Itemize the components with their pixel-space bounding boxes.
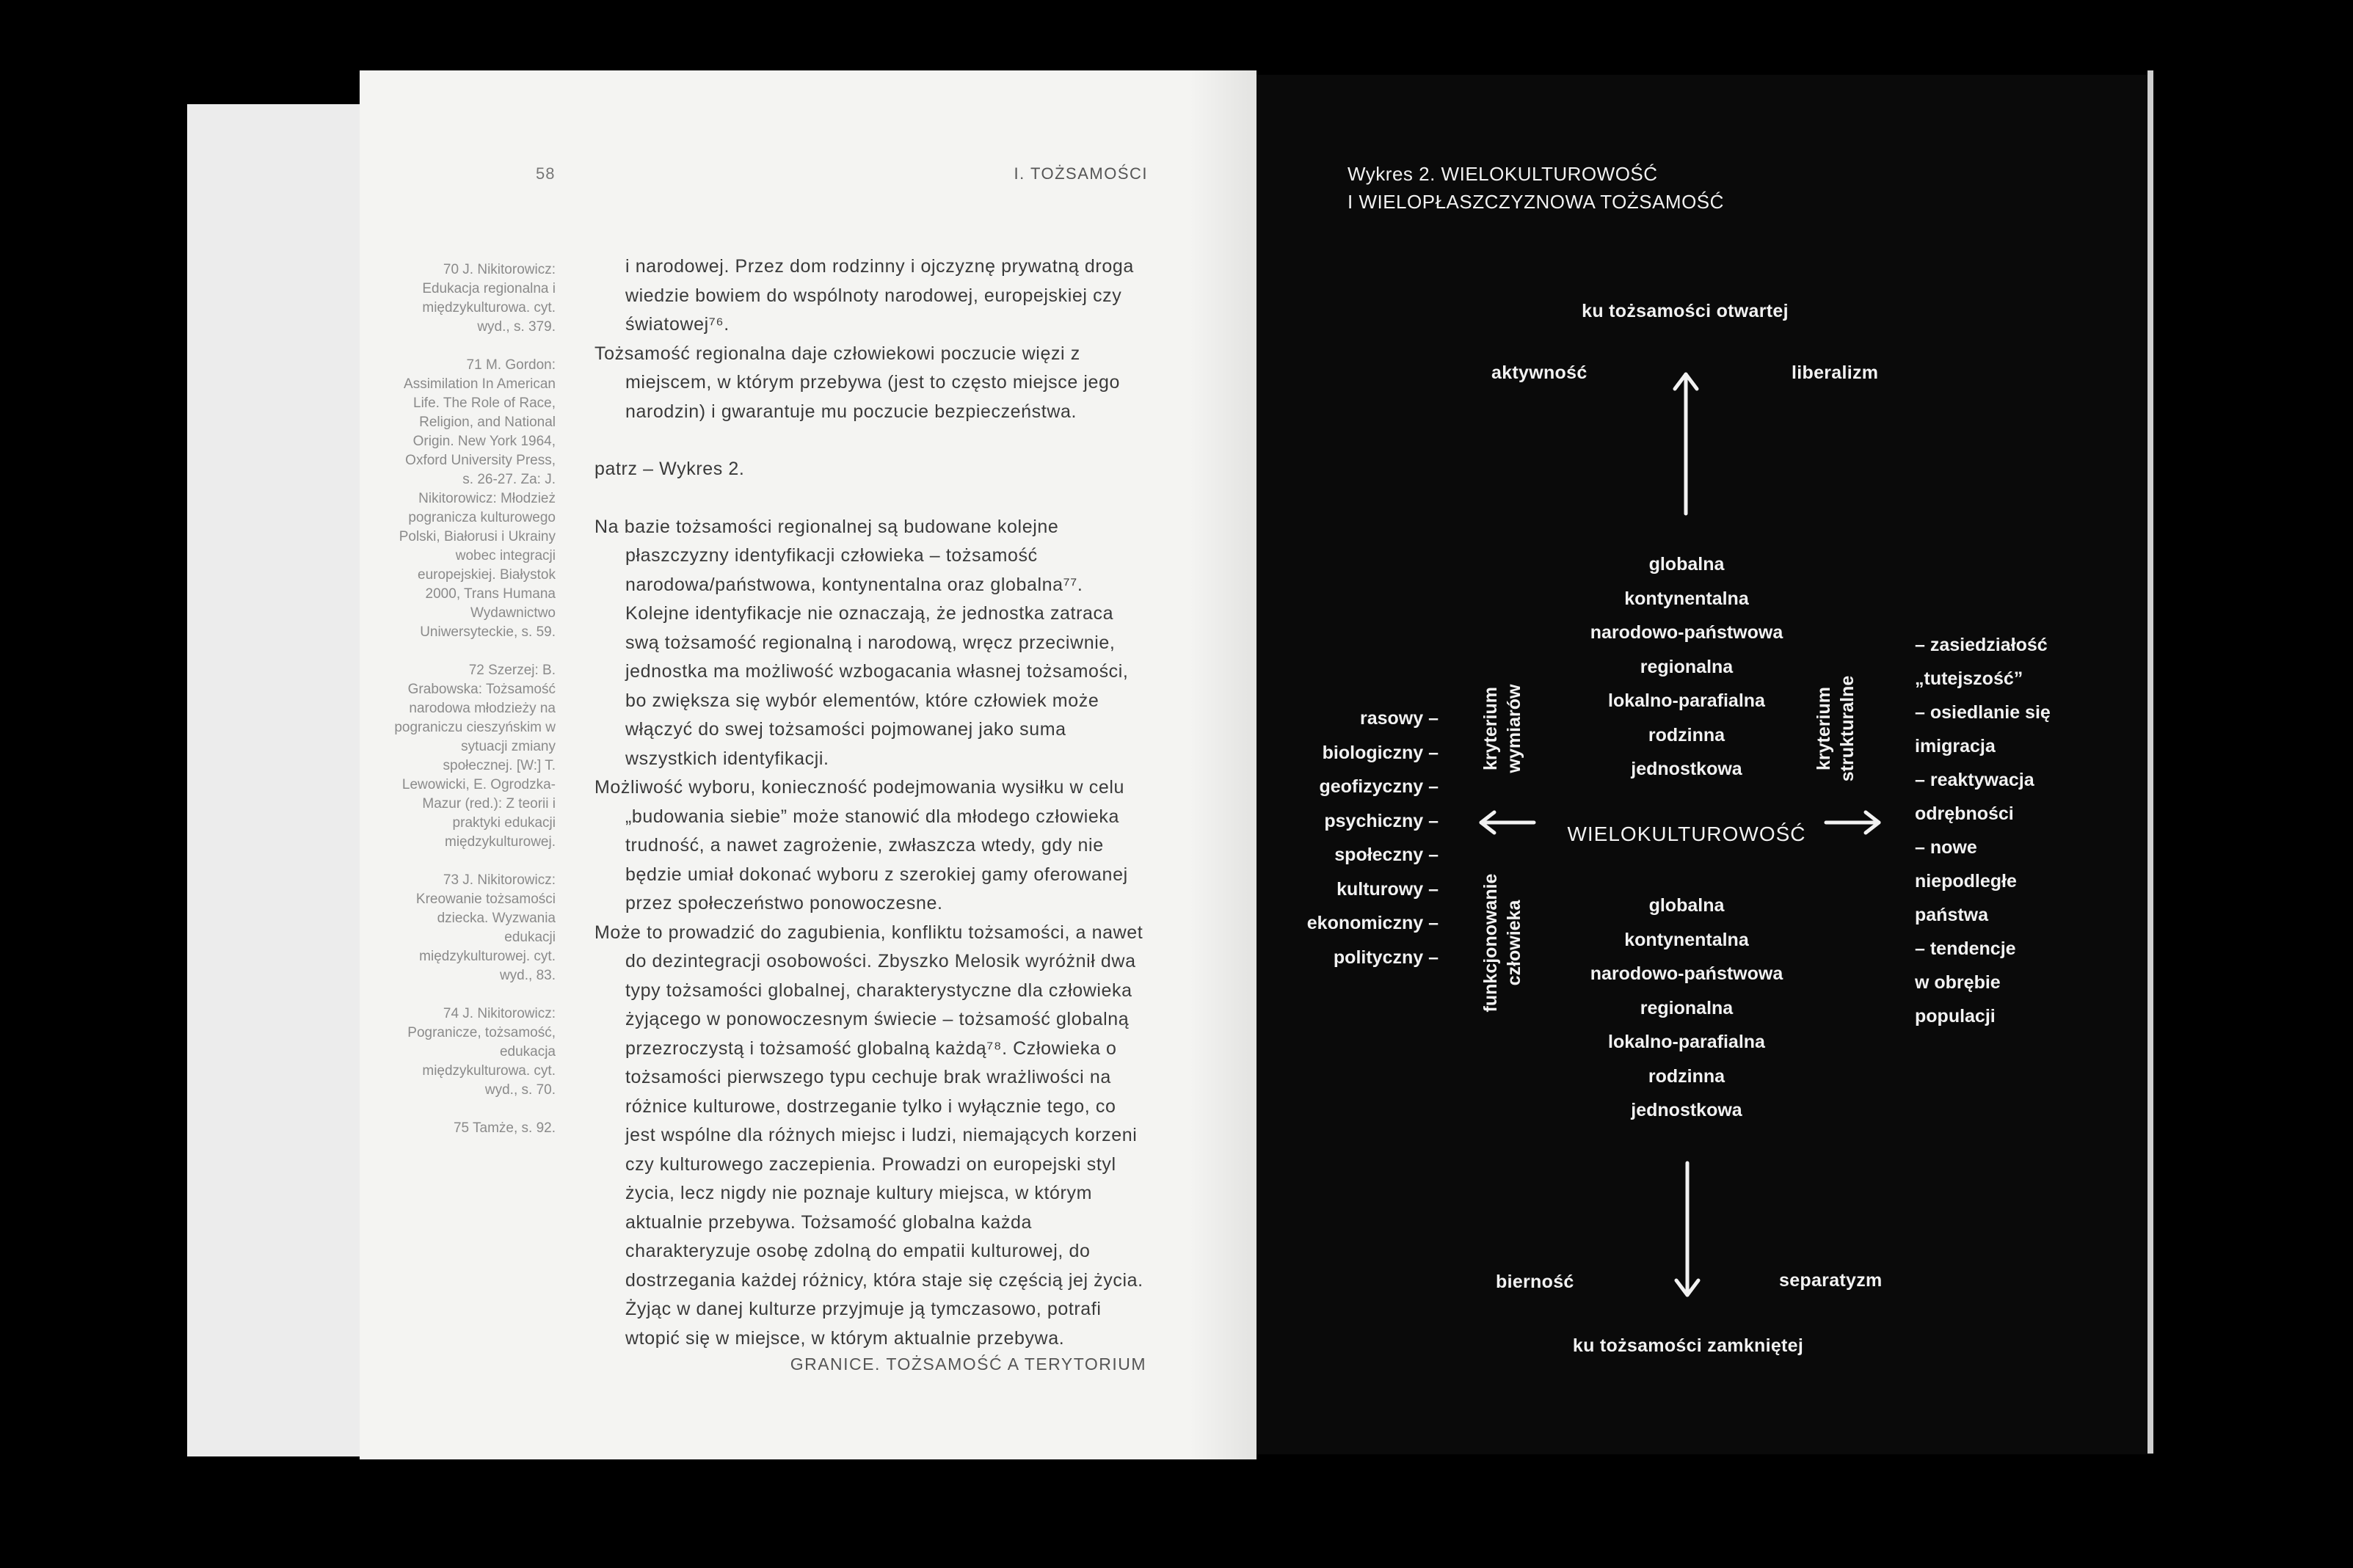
level-item: rodzinna	[1648, 1065, 1725, 1087]
bottom-left-label: bierność	[1496, 1272, 1574, 1292]
structure-item: niepodległe	[1915, 871, 2017, 891]
top-right-label: liberalizm	[1792, 362, 1879, 383]
vertical-label-line: człowieka	[1504, 900, 1524, 986]
paragraph: i narodowej. Przez dom rodzinny i ojczyznę prywatną droga wiedzie bowiem do wspólnoty narodowej, europejskiej czy światowej⁷⁶.	[625, 256, 1134, 335]
level-item: lokalno-parafialna	[1608, 690, 1765, 711]
vertical-label-line: funkcjonowanie	[1480, 873, 1501, 1013]
level-item: kontynentalna	[1624, 929, 1749, 950]
structure-item: imigracja	[1915, 736, 1996, 756]
dimension-item: rasowy –	[1359, 708, 1439, 729]
vertical-label-line: kryterium	[1814, 687, 1834, 770]
vertical-label-line: kryterium	[1480, 687, 1501, 770]
paragraph: Możliwość wyboru, konieczność podejmowania wysiłku w celu „budowania siebie” może stanowić dla młodego człowieka trudność, a nawet zagrożenie, zwłaszcza wtedy, gdy nie będzie umiał dokonać wyboru z szerokiej gamy oferowanej przez społeczeństwo ponowoczesne.	[594, 777, 1128, 914]
dimension-item: biologiczny –	[1322, 742, 1439, 763]
level-item: globalna	[1648, 895, 1725, 916]
footnote: 74 J. Nikitorowicz: Pogranicze, tożsamość, edukacja międzykulturowa. cyt. wyd., s. 70.	[407, 1006, 556, 1098]
chart-reference: patrz – Wykres 2.	[594, 459, 745, 479]
dimension-item: geofizyczny –	[1319, 776, 1439, 797]
level-item: jednostkowa	[1631, 759, 1742, 779]
vertical-label-line: strukturalne	[1837, 675, 1858, 782]
footnote: 71 M. Gordon: Assimilation In American Life. The Role of Race, Religion, and National Origin. New York 1964, Oxford University Press, s. 26-27. Za: J. Nikitorowicz: Młodzież pogranicza kulturowego Polski, Białorusi i Ukrainy wobec integracji europejskiej. Białystok 2000, Trans Humana Wydawnictwo Uniwersyteckie, s. 59.	[399, 357, 556, 640]
structure-item: – reaktywacja	[1915, 770, 2034, 790]
footnote: 73 J. Nikitorowicz: Kreowanie tożsamości dziecka. Wyzwania edukacji międzykulturowej. cyt. wyd., 83.	[415, 872, 556, 983]
structure-item: państwa	[1915, 905, 1989, 925]
chart-title-line-2: I WIELOPŁASZCZYZNOWA TOŻSAMOŚĆ	[1348, 191, 1724, 213]
dimension-item: kulturowy –	[1336, 878, 1439, 900]
footnote: 72 Szerzej: B. Grabowska: Tożsamość narodowa młodzieży na pograniczu cieszyńskim w sytuacji zmiany społecznej. [W:] T. Lewowicki, E. Ogrodzka-Mazur (red.): Z teorii i praktyki edukacji międzykulturowej.	[394, 663, 556, 850]
level-item: rodzinna	[1648, 724, 1725, 745]
level-item: narodowo-państwowa	[1590, 963, 1783, 984]
chart-title-line-1: Wykres 2. WIELOKULTUROWOŚĆ	[1348, 163, 1658, 185]
paragraph: Na bazie tożsamości regionalnej są budowane kolejne płaszczyzny identyfikacji człowieka – tożsamość narodowa/państwowa, kontynentalna oraz globalna⁷⁷. Kolejne identyfikacje nie oznaczają, że jednostka zatraca swą tożsamość regionalną i narodową, wręcz przeciwnie, jednostka ma możliwość wzbogacania własnej tożsamości, bo zwiększa się wybór elementów, które człowiek może włączyć do swej tożsamości pojmowanej jako suma wszystkich identyfikacji.	[594, 516, 1129, 769]
dimension-item: społeczny –	[1334, 845, 1439, 865]
dimension-item: psychiczny –	[1324, 810, 1439, 831]
structure-item: populacji	[1915, 1006, 1996, 1027]
dimension-item: polityczny –	[1333, 947, 1439, 968]
book-footer-title: GRANICE. TOŻSAMOŚĆ A TERYTORIUM	[790, 1354, 1146, 1374]
level-item: regionalna	[1640, 656, 1734, 677]
vertical-label-line: wymiarów	[1504, 684, 1524, 773]
top-direction-label: ku tożsamości otwartej	[1582, 301, 1789, 321]
paragraph: Może to prowadzić do zagubienia, konfliktu tożsamości, a nawet do dezintegracji osobowości. Zbyszko Melosik wyróżnił dwa typy tożsamości globalnej, charakterystyczne dla człowieka żyjącego w ponowoczesnym świecie – tożsamość globalną przezroczystą i tożsamość globalną każdą⁷⁸. Człowieka o tożsamości pierwszego typu cechuje brak wrażliwości na różnice kulturowe, dostrzeganie tylko i wyłącznie tego, co jest wspólne dla różnych miejsc i ludzi, niemających korzeni czy kulturowego zaczepienia. Prowadzi on europejski styl życia, lecz nigdy nie poznaje kultury miejsca, w którym aktualnie przebywa. Tożsamość globalna każda charakteryzuje osobę zdolną do empatii kulturowej, do dostrzegania każdej różnicy, która staje się częścią jej życia. Żyjąc w danej kulturze przyjmuje ją tymczasowo, potrafi wtopić się w miejsce, w którym aktualnie przebywa.	[594, 922, 1143, 1349]
level-item: lokalno-parafialna	[1608, 1032, 1765, 1052]
level-item: narodowo-państwowa	[1590, 622, 1783, 643]
structure-item: „tutejszość”	[1915, 668, 2023, 689]
level-item: jednostkowa	[1631, 1100, 1742, 1120]
level-item: regionalna	[1640, 997, 1734, 1018]
level-item: kontynentalna	[1624, 588, 1749, 609]
structure-item: – osiedlanie się	[1915, 702, 2051, 723]
footnote: 70 J. Nikitorowicz: Edukacja regionalna i międzykulturowa. cyt. wyd., s. 379.	[422, 262, 556, 335]
paragraph: Tożsamość regionalna daje człowiekowi poczucie więzi z miejscem, w którym przebywa (jest to często miejsce jego narodzin) i gwarantuje mu poczucie bezpieczeństwa.	[594, 343, 1121, 422]
structure-item: w obrębie	[1915, 972, 2001, 993]
structure-item: – nowe	[1915, 837, 1977, 858]
bottom-direction-label: ku tożsamości zamkniętej	[1572, 1335, 1804, 1356]
running-head: I. TOŻSAMOŚCI	[1014, 164, 1148, 183]
structure-item: – zasiedziałość	[1915, 635, 2048, 655]
center-label: WIELOKULTUROWOŚĆ	[1567, 823, 1806, 845]
dimension-item: ekonomiczny –	[1306, 913, 1439, 933]
top-left-label: aktywność	[1491, 362, 1588, 383]
footnote: 75 Tamże, s. 92.	[453, 1120, 556, 1136]
level-item: globalna	[1648, 554, 1725, 575]
structure-item: odrębności	[1915, 803, 2014, 824]
structure-item: – tendencje	[1915, 938, 2016, 959]
bottom-right-label: separatyzm	[1779, 1270, 1883, 1291]
page-number: 58	[536, 164, 556, 183]
